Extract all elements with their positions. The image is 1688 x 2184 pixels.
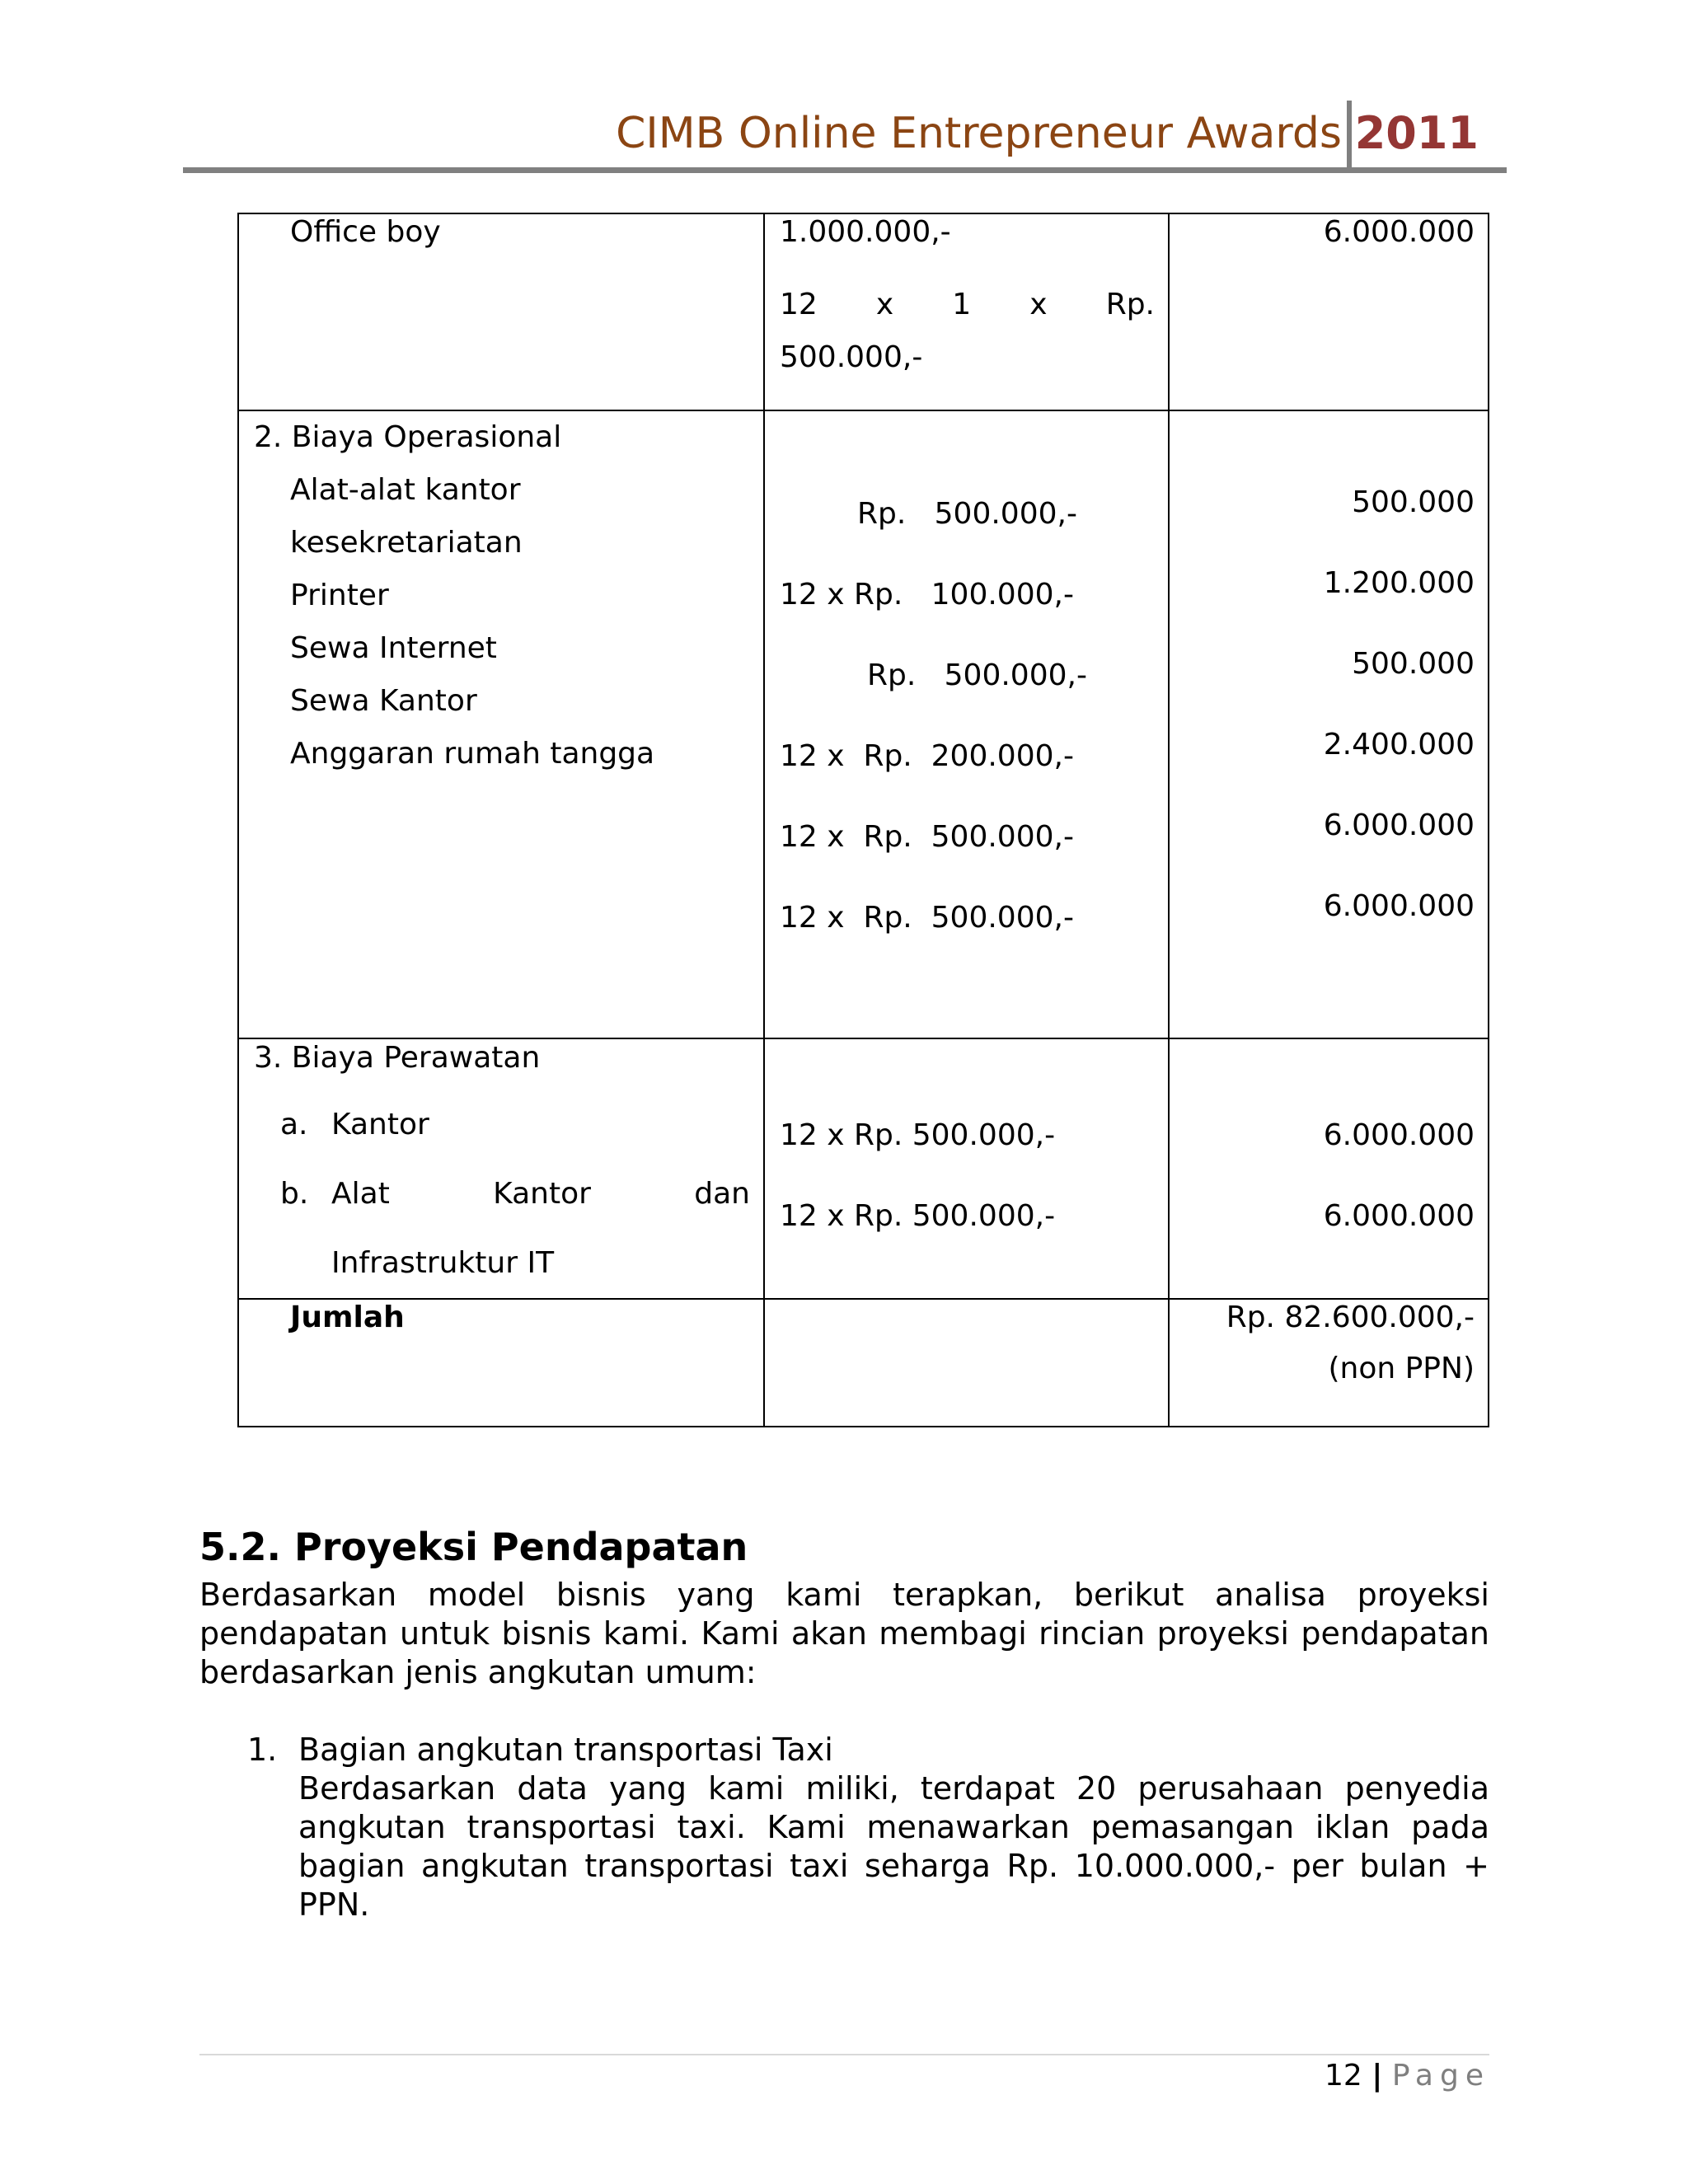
operasional-calc: 12 x Rp. 100.000,- — [780, 578, 1074, 612]
table-cell — [1169, 410, 1489, 1038]
perawatan-title: 3. Biaya Perawatan — [254, 1041, 541, 1075]
operasional-item: Sewa Internet — [290, 631, 497, 665]
office-boy-label: Office boy — [290, 215, 441, 249]
footer-separator: | — [1372, 2059, 1383, 2093]
page-footer — [1325, 2059, 1490, 2093]
page-number: 12 — [1324, 2059, 1362, 2093]
budget-table — [237, 213, 1489, 1427]
perawatan-item-a — [239, 1090, 763, 1160]
table-cell — [238, 410, 764, 1038]
section-title: 5.2. Proyeksi Pendapatan — [199, 1525, 748, 1569]
operasional-amount: 500.000 — [1352, 647, 1475, 681]
total-note: (non PPN) — [1328, 1352, 1475, 1385]
operasional-amount: 2.400.000 — [1323, 728, 1475, 762]
office-boy-calc-1: 1.000.000,- — [780, 215, 951, 249]
perawatan-item-b — [239, 1160, 763, 1229]
operasional-calc: 12 x Rp. 200.000,- — [780, 739, 1074, 773]
table-row — [238, 410, 1489, 1038]
table-cell — [1169, 1299, 1489, 1427]
list-item-number: 1. — [247, 1732, 278, 1768]
footer-rule — [199, 2054, 1489, 2055]
table-cell — [764, 213, 1169, 410]
list-item-title: Bagian angkutan transportasi Taxi — [298, 1732, 833, 1768]
table-cell — [1169, 213, 1489, 410]
table-row — [238, 1299, 1489, 1427]
table-cell — [1169, 1038, 1489, 1299]
page-label: Page — [1391, 2059, 1490, 2093]
operasional-item: Anggaran rumah tangga — [290, 737, 655, 771]
operasional-calc: 12 x Rp. 500.000,- — [780, 901, 1074, 935]
perawatan-amount-b: 6.000.000 — [1323, 1199, 1475, 1233]
table-cell — [764, 1299, 1169, 1427]
operasional-item: Alat-alat kantor — [290, 473, 521, 507]
table-cell — [238, 1038, 764, 1299]
header-year: 2011 — [1354, 107, 1479, 159]
perawatan-item-b-text: Alat Kantor dan — [331, 1177, 750, 1211]
section-paragraph: Berdasarkan model bisnis yang kami terapkan, berikut analisa proyeksi pendapatan untuk bisnis kami. Kami akan membagi rincian proyeksi pendapatan berdasarkan jenis angkutan umum: — [199, 1577, 1489, 1690]
perawatan-calc-a: 12 x Rp. 500.000,- — [780, 1118, 1056, 1152]
header-rule — [183, 167, 1507, 173]
table-cell — [764, 410, 1169, 1038]
operasional-amount: 1.200.000 — [1323, 566, 1475, 600]
total-label: Jumlah — [290, 1301, 405, 1334]
operasional-item: Printer — [290, 579, 389, 612]
office-boy-amount: 6.000.000 — [1323, 215, 1475, 249]
table-cell — [238, 213, 764, 410]
header-title: CIMB Online Entrepreneur Awards — [616, 109, 1342, 158]
office-boy-calc-3: 500.000,- — [780, 340, 923, 374]
operasional-calc: Rp. 500.000,- — [867, 658, 1087, 692]
operasional-amount: 500.000 — [1352, 485, 1475, 519]
operasional-title: 2. Biaya Operasional — [254, 420, 562, 454]
table-row — [238, 1038, 1489, 1299]
list-item — [298, 1731, 1489, 1924]
operasional-item: Sewa Kantor — [290, 684, 477, 718]
office-boy-calc-2: 12 x 1 x Rp. — [780, 288, 1155, 321]
operasional-item: kesekretariatan — [290, 526, 523, 560]
operasional-amount: 6.000.000 — [1323, 889, 1475, 923]
perawatan-calc-b: 12 x Rp. 500.000,- — [780, 1199, 1056, 1233]
operasional-amount: 6.000.000 — [1323, 808, 1475, 842]
operasional-calc: Rp. 500.000,- — [857, 497, 1077, 531]
perawatan-item-a-text: Kantor — [331, 1108, 429, 1141]
total-amount: Rp. 82.600.000,- — [1226, 1301, 1475, 1334]
perawatan-item-b-label: b. — [280, 1177, 309, 1211]
perawatan-item-b-cont: Infrastruktur IT — [331, 1246, 555, 1280]
perawatan-item-a-label: a. — [280, 1108, 308, 1141]
operasional-calc: 12 x Rp. 500.000,- — [780, 820, 1074, 854]
table-cell — [764, 1038, 1169, 1299]
header-divider — [1347, 101, 1352, 170]
list-item-body: Berdasarkan data yang kami miliki, terdapat 20 perusahaan penyedia angkutan transportasi taxi. Kami menawarkan pemasangan iklan pada bagian angkutan transportasi taxi seharga Rp. 10.000.000,- per bulan + PPN. — [298, 1770, 1489, 1923]
perawatan-amount-a: 6.000.000 — [1323, 1118, 1475, 1152]
table-row — [238, 213, 1489, 410]
page-header — [183, 104, 1507, 168]
table-cell — [238, 1299, 764, 1427]
